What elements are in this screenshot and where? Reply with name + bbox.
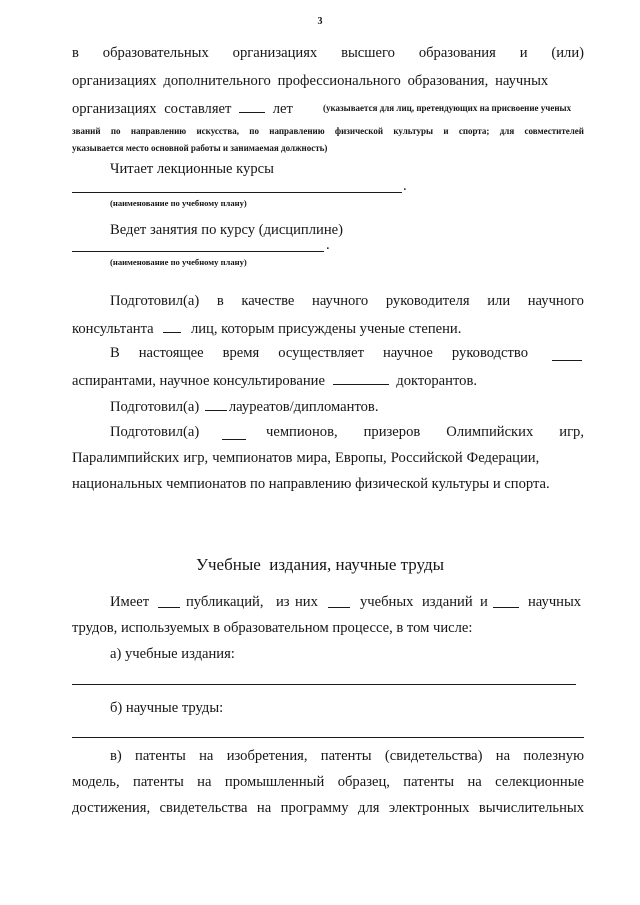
word: научное	[382, 345, 433, 361]
laureates-a: Подготовил(а)	[110, 399, 200, 415]
p1-note2: званий по направлению искусства, по направлению физической культуры и спорта; для совместителей	[72, 126, 584, 136]
word: Имеет	[110, 594, 150, 610]
word: и	[480, 594, 488, 610]
word: или	[487, 293, 511, 309]
item-c-line3: достижения, свидетельства на программу для электронных вычислительных	[72, 800, 584, 816]
course-line	[72, 251, 324, 252]
textbooks-blank	[328, 594, 350, 608]
word: из	[276, 594, 290, 610]
word: Подготовил(а)	[110, 293, 200, 309]
publications-blank	[158, 594, 180, 608]
word: (или)	[551, 45, 585, 61]
word: организациях высшего	[232, 45, 395, 61]
years-blank	[239, 99, 265, 113]
laureates-line	[110, 397, 378, 416]
course-label: Ведет занятия по курсу (дисциплине)	[110, 222, 343, 238]
word: научного	[312, 293, 369, 309]
word: в	[216, 293, 224, 309]
item-b-label: б) научные труды:	[110, 700, 224, 716]
lectures-caption: (наименование по учебному плану)	[110, 198, 247, 208]
lectures-label: Читает лекционные курсы	[110, 161, 274, 177]
supervision-line3	[110, 345, 528, 362]
lectures-end: .	[403, 178, 407, 194]
supervision-line4	[72, 371, 477, 390]
supervision-line2	[72, 319, 461, 338]
word: изданий	[422, 594, 473, 610]
word: осуществляет	[278, 345, 364, 361]
word: научных	[528, 594, 582, 610]
supervision-line4-a: аспирантами, научное консультирование	[72, 373, 325, 389]
course-caption: (наименование по учебному плану)	[110, 257, 247, 267]
word: в	[72, 45, 79, 61]
item-a-line	[72, 684, 576, 685]
word: руководство	[451, 345, 529, 361]
word: настоящее	[138, 345, 204, 361]
word: чемпионов,	[266, 424, 338, 440]
p1-note1: (указывается для лиц, претендующих на присвоение ученых	[323, 103, 572, 113]
item-c-line1: в) патенты на изобретения, патенты (свидетельства) на полезную	[110, 748, 584, 764]
p1-line3-years: лет	[272, 101, 293, 117]
word: образовательных	[102, 45, 209, 61]
section-title: Учебные издания, научные труды	[195, 555, 445, 574]
word: учебных	[360, 594, 414, 610]
word: В	[110, 345, 120, 361]
p1-line2: организациях дополнительного профессионального образования, научных	[72, 73, 549, 89]
word: научного	[527, 293, 584, 309]
p1-note3: указывается место основной работы и занимаемая должность)	[72, 143, 328, 153]
word: игр,	[559, 424, 585, 440]
item-c-line2: модель, патенты на промышленный образец, патенты на селекционные	[72, 774, 584, 790]
word: них	[295, 594, 318, 610]
papers-blank	[493, 594, 519, 608]
champions-line1-a: Подготовил(а)	[110, 424, 200, 440]
word: образования	[418, 45, 496, 61]
p1-line1	[72, 45, 584, 62]
champions-line3: национальных чемпионатов по направлению физической культуры и спорта.	[72, 476, 550, 492]
p1-line3-text: организациях составляет	[72, 101, 232, 117]
word: и	[519, 45, 528, 61]
laureates-blank	[205, 397, 227, 411]
supervision-line2-b: лиц, которым присуждены ученые степени.	[190, 321, 462, 337]
course-end: .	[326, 237, 330, 253]
postgrad-blank	[552, 360, 582, 361]
p1-line3	[72, 99, 293, 118]
page-number: 3	[317, 16, 323, 27]
word: призеров	[363, 424, 421, 440]
champions-blank	[222, 439, 246, 440]
word: время	[222, 345, 260, 361]
consultant-blank	[163, 319, 181, 333]
laureates-b: лауреатов/дипломантов.	[228, 399, 379, 415]
item-a-label: а) учебные издания:	[110, 646, 235, 662]
doctoral-blank	[333, 371, 389, 385]
supervision-line2-a: консультанта	[72, 321, 154, 337]
supervision-line4-b: докторантов.	[396, 373, 477, 389]
word: публикаций,	[186, 594, 264, 610]
publications-line2: трудов, используемых в образовательном процессе, в том числе:	[72, 620, 473, 636]
lectures-line	[72, 192, 402, 193]
item-b-line	[72, 737, 584, 738]
champions-line1	[266, 424, 584, 441]
supervision-line1	[110, 293, 584, 310]
champions-line2: Паралимпийских игр, чемпионатов мира, Европы, Российской Федерации,	[72, 450, 540, 466]
word: Олимпийских	[446, 424, 534, 440]
word: руководителя	[385, 293, 470, 309]
word: качестве	[241, 293, 295, 309]
